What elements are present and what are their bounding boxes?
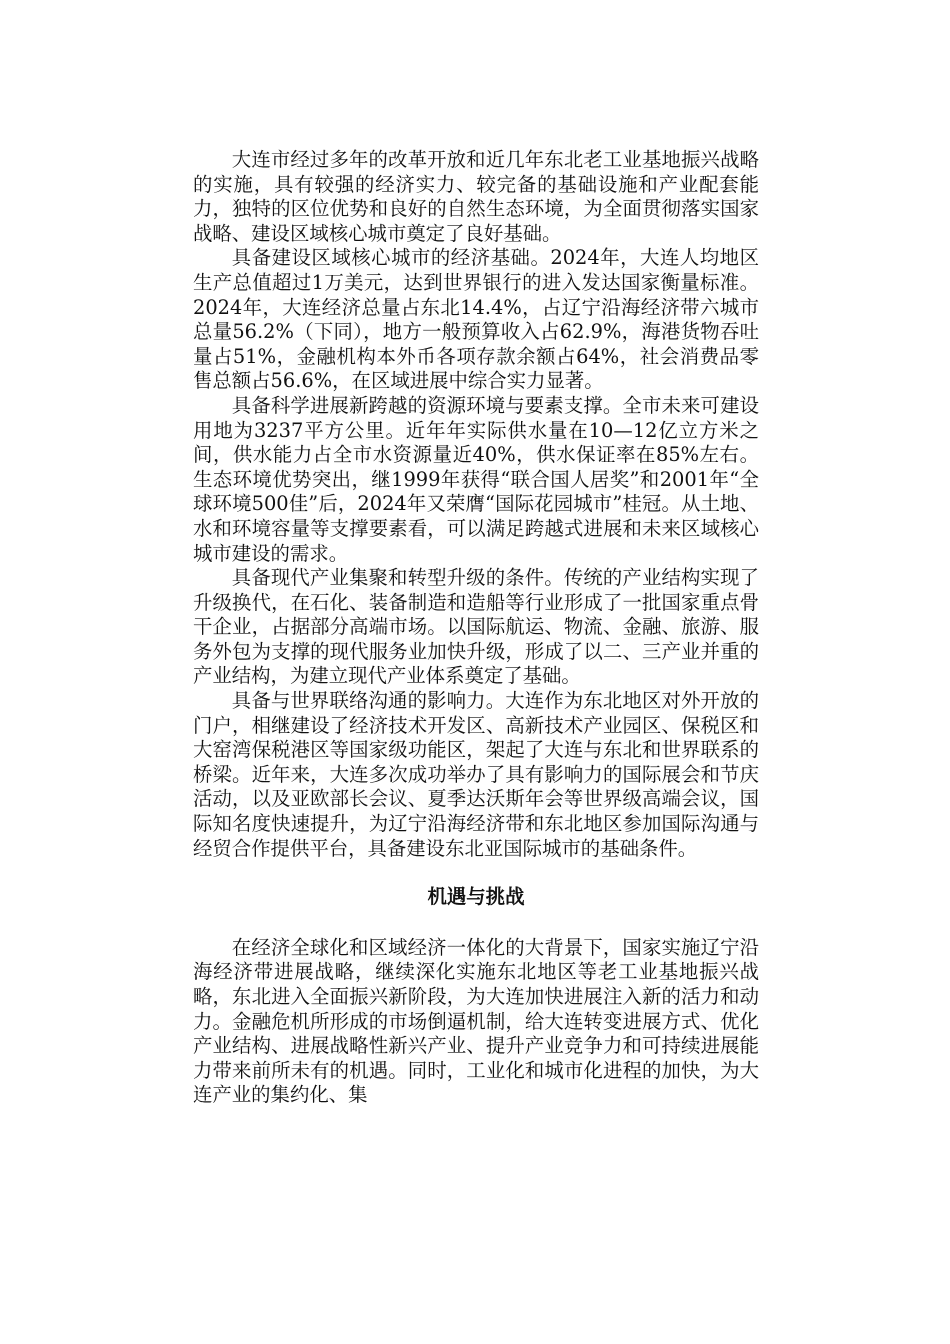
paragraph-industry: 具备现代产业集聚和转型升级的条件。传统的产业结构实现了升级换代，在石化、装备制造和造船等行业形成了一批国家重点骨干企业，占据部分高端市场。以国际航运、物流、金融、旅游、服务外包为支撑的现代服务业加快升级，形成了以二、三产业并重的产业结构，为建立现代产业体系奠定了基础。: [193, 566, 759, 688]
document-page: [193, 148, 759, 1108]
paragraph-influence: 具备与世界联络沟通的影响力。大连作为东北地区对外开放的门户，相继建设了经济技术开发区、高新技术产业园区、保税区和大窑湾保税港区等国家级功能区，架起了大连与东北和世界联系的桥梁。近年来，大连多次成功举办了具有影响力的国际展会和节庆活动，以及亚欧部长会议、夏季达沃斯年会等世界级高端会议，国际知名度快速提升，为辽宁沿海经济带和东北地区参加国际沟通与经贸合作提供平台，具备建设东北亚国际城市的基础条件。: [193, 689, 759, 860]
paragraph-economic-base: 具备建设区域核心城市的经济基础。2024年，大连人均地区生产总值超过1万美元，达到世界银行的进入发达国家衡量标准。2024年，大连经济总量占东北14.4%，占辽宁沿海经济带六城市总量56.2%（下同），地方一般预算收入占62.9%，海港货物吞吐量占51%，金融机构本外币各项存款余额占64%，社会消费品零售总额占56.6%，在区域进展中综合实力显著。: [193, 246, 759, 393]
paragraph-intro: 大连市经过多年的改革开放和近几年东北老工业基地振兴战略的实施，具有较强的经济实力、较完备的基础设施和产业配套能力，独特的区位优势和良好的自然生态环境，为全面贯彻落实国家战略、建设区域核心城市奠定了良好基础。: [193, 148, 759, 245]
section-heading: 机遇与挑战: [427, 885, 525, 909]
paragraph-opportunities: 在经济全球化和区域经济一体化的大背景下，国家实施辽宁沿海经济带进展战略，继续深化实施东北地区等老工业基地振兴战略，东北进入全面振兴新阶段，为大连加快进展注入新的活力和动力。金融危机所形成的市场倒逼机制，给大连转变进展方式、优化产业结构、进展战略性新兴产业、提升产业竞争力和可持续进展能力带来前所未有的机遇。同时，工业化和城市化进程的加快，为大连产业的集约化、集: [193, 935, 759, 1107]
paragraph-resources: 具备科学进展新跨越的资源环境与要素支撑。全市未来可建设用地为3237平方公里。近年年实际供水量在10—12亿立方米之间，供水能力占全市水资源量近40%，供水保证率在85%左右。生态环境优势突出，继1999年获得“联合国人居奖”和2001年“全球环境500佳”后，2024年又荣膺“国际花园城市”桂冠。从土地、水和环境容量等支撑要素看，可以满足跨越式进展和未来区域核心城市建设的需求。: [193, 393, 759, 565]
